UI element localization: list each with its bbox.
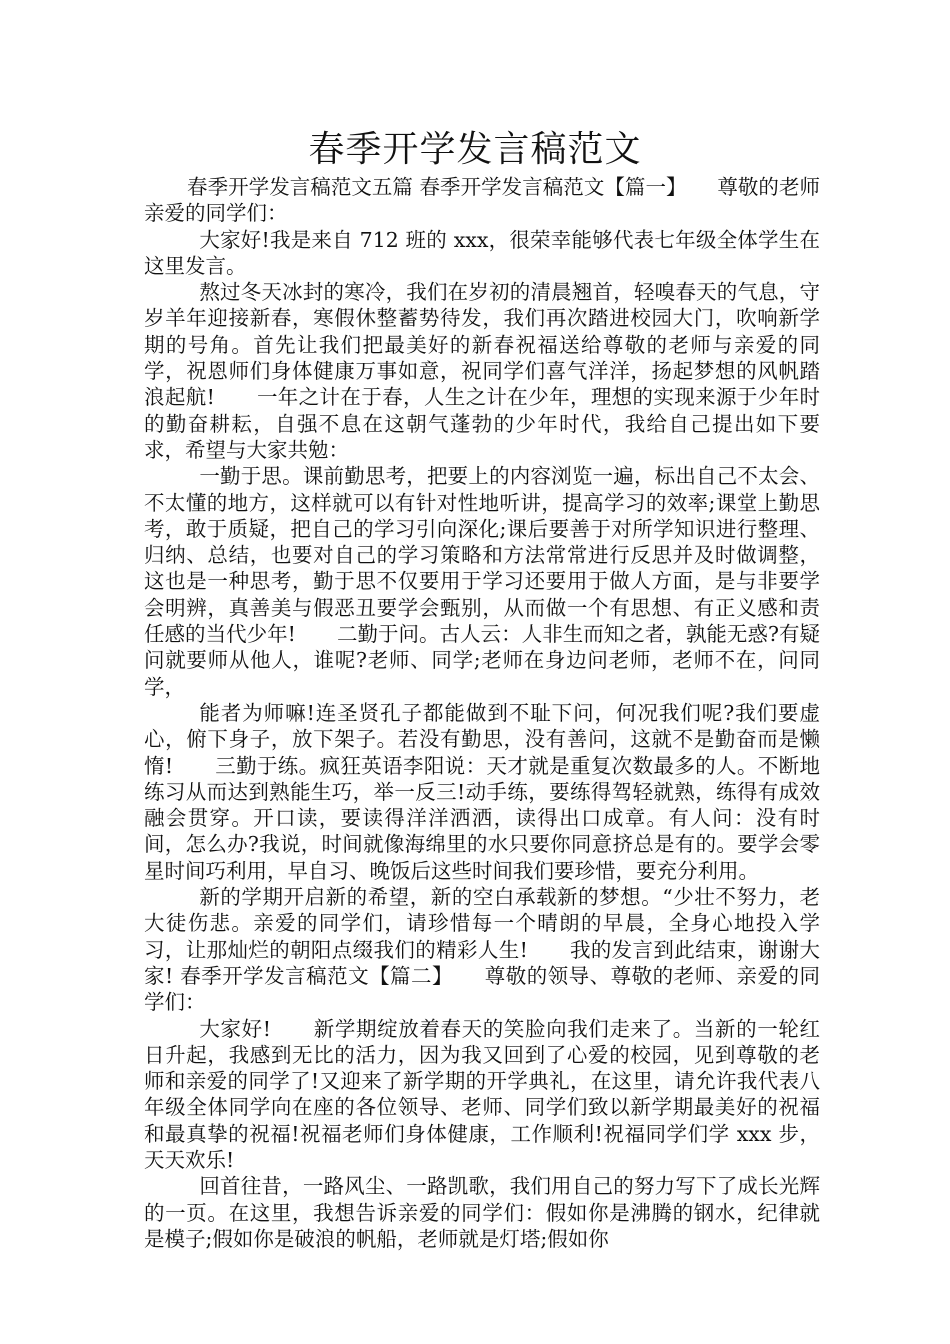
document-title: 春季开学发言稿范文 (308, 129, 642, 170)
paragraph-2: 大家好!我是来自 712 班的 xxx，很荣幸能够代表七年级全体学生在这里发言。 (144, 227, 820, 278)
paragraph-8: 回首往昔，一路风尘、一路凯歌，我们用自己的努力写下了成长光辉的一页。在这里，我想告诉亲爱的同学们：假如你是沸腾的钢水，纪律就是模子;假如你是破浪的帆船，老师就是灯塔;假如你 (144, 1174, 820, 1251)
paragraph-1: 春季开学发言稿范文五篇 春季开学发言稿范文【篇一】 尊敬的老师亲爱的同学们： (144, 175, 820, 226)
paragraph-4: 一勤于思。课前勤思考，把要上的内容浏览一遍，标出自己不太会、不太懂的地方，这样就可以有针对性地听讲，提高学习的效率;课堂上勤思考，敢于质疑，把自己的学习引向深化;课后要善于对所学知识进行整理、归纳、总结，也要对自己的学习策略和方法常常进行反思并及时做调整，这也是一种思考，勤于思不仅要用于学习还要用于做人方面，是与非要学会明辨，真善美与假恶丑要学会甄别，从而做一个有思想、有正义感和责任感的当代少年! 二勤于问。古人云：人非生而知之者，孰能无惑?有疑问就要师从他人，谁呢?老师、同学;老师在身边问老师，老师不在，问同学， (144, 464, 820, 699)
paragraph-5: 能者为师嘛!连圣贤孔子都能做到不耻下问，何况我们呢?我们要虚心，俯下身子，放下架子。若没有勤思，没有善问，这就不是勤奋而是懒惰! 三勤于练。疯狂英语李阳说：天才就是重复次数最多的人。不断地练习从而达到熟能生巧，举一反三!动手练，要练得驾轻就熟，练得有成效融会贯穿。开口读，要读得洋洋洒洒，读得出口成章。有人问：没有时间，怎么办?我说，时间就像海绵里的水只要你同意挤总是有的。要学会零星时间巧利用，早自习、晚饭后这些时间我们要珍惜，要充分利用。 (144, 700, 820, 883)
paragraph-3: 熬过冬天冰封的寒冷，我们在岁初的清晨翘首，轻嗅春天的气息，守岁羊年迎接新春，寒假休整蓄势待发，我们再次踏进校园大门，吹响新学期的号角。首先让我们把最美好的新春祝福送给尊敬的老师与亲爱的同学，祝恩师们身体健康万事如意，祝同学们喜气洋洋，扬起梦想的风帆踏浪起航! 一年之计在于春，人生之计在少年，理想的实现来源于少年时的勤奋耕耘，自强不息在这朝气蓬勃的少年时代，我给自己提出如下要求，希望与大家共勉： (144, 280, 820, 462)
document-body (144, 174, 820, 1252)
paragraph-7: 大家好! 新学期绽放着春天的笑脸向我们走来了。当新的一轮红日升起，我感到无比的活力，因为我又回到了心爱的校园，见到尊敬的老师和亲爱的同学了!又迎来了新学期的开学典礼，在这里，请允许我代表八年级全体同学向在座的各位领导、老师、同学们致以新学期最美好的祝福和最真挚的祝福!祝福老师们身体健康，工作顺利!祝福同学们学 xxx 步，天天欢乐! (144, 1016, 820, 1172)
paragraph-6: 新的学期开启新的希望，新的空白承载新的梦想。“少壮不努力，老大徒伤悲。亲爱的同学们，请珍惜每一个晴朗的早晨，全身心地投入学习，让那灿烂的朝阳点缀我们的精彩人生! 我的发言到此结束，谢谢大家! 春季开学发言稿范文【篇二】 尊敬的领导、尊敬的老师、亲爱的同学们： (144, 885, 820, 1015)
